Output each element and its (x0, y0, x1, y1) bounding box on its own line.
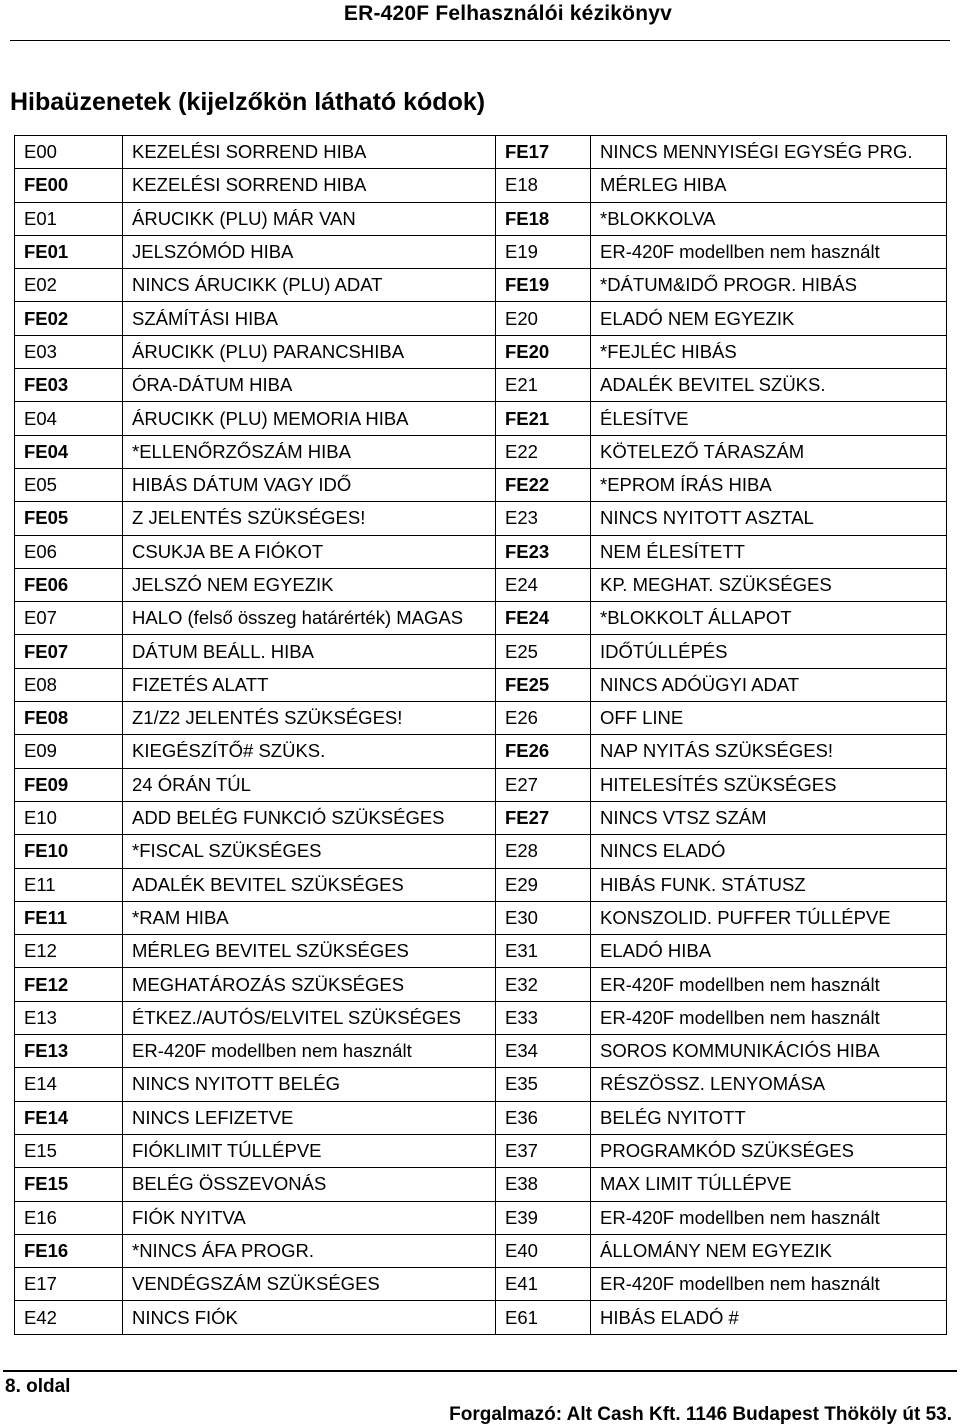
error-message-cell: ÉLESÍTVE (591, 402, 947, 435)
error-code-cell: FE02 (15, 302, 123, 335)
error-message-cell: PROGRAMKÓD SZÜKSÉGES (591, 1134, 947, 1167)
table-row (15, 1035, 947, 1068)
table-row (15, 968, 947, 1001)
error-message-cell: ADALÉK BEVITEL SZÜKSÉGES (123, 868, 496, 901)
error-message-cell: HIBÁS FUNK. STÁTUSZ (591, 868, 947, 901)
error-message-cell: BELÉG ÖSSZEVONÁS (123, 1168, 496, 1201)
error-code-cell: FE23 (496, 535, 591, 568)
error-message-cell: OFF LINE (591, 702, 947, 735)
section-title: Hibaüzenetek (kijelzőkön látható kódok) (10, 88, 486, 116)
error-code-cell: FE12 (15, 968, 123, 1001)
error-code-cell: FE24 (496, 602, 591, 635)
error-message-cell: ÁLLOMÁNY NEM EGYEZIK (591, 1234, 947, 1267)
error-message-cell: MEGHATÁROZÁS SZÜKSÉGES (123, 968, 496, 1001)
error-message-cell: SOROS KOMMUNIKÁCIÓS HIBA (591, 1035, 947, 1068)
error-code-cell: FE06 (15, 568, 123, 601)
error-message-cell: JELSZÓ NEM EGYEZIK (123, 568, 496, 601)
error-message-cell: KÖTELEZŐ TÁRASZÁM (591, 435, 947, 468)
error-code-cell: FE15 (15, 1168, 123, 1201)
error-code-cell: FE11 (15, 901, 123, 934)
error-code-cell: E20 (496, 302, 591, 335)
error-message-cell: FIÓK NYITVA (123, 1201, 496, 1234)
table-row (15, 702, 947, 735)
error-code-cell: FE20 (496, 335, 591, 368)
error-message-cell: MAX LIMIT TÚLLÉPVE (591, 1168, 947, 1201)
error-code-cell: FE27 (496, 801, 591, 834)
table-row (15, 136, 947, 169)
error-code-cell: FE04 (15, 435, 123, 468)
error-code-cell: E38 (496, 1168, 591, 1201)
table-row (15, 202, 947, 235)
error-code-cell: FE09 (15, 768, 123, 801)
error-code-cell: E13 (15, 1001, 123, 1034)
table-row (15, 568, 947, 601)
error-code-cell: E28 (496, 835, 591, 868)
table-row (15, 768, 947, 801)
error-message-cell: ELADÓ HIBA (591, 935, 947, 968)
error-message-cell: NINCS LEFIZETVE (123, 1101, 496, 1134)
error-message-cell: Z JELENTÉS SZÜKSÉGES! (123, 502, 496, 535)
error-message-cell: ÓRA-DÁTUM HIBA (123, 369, 496, 402)
error-code-cell: E02 (15, 269, 123, 302)
error-code-cell: E03 (15, 335, 123, 368)
table-row (15, 935, 947, 968)
manual-header-title: ER-420F Felhasználói kézikönyv (343, 2, 672, 25)
error-code-cell: E25 (496, 635, 591, 668)
error-code-cell: E10 (15, 801, 123, 834)
error-message-cell: *ELLENŐRZŐSZÁM HIBA (123, 435, 496, 468)
error-message-cell: NINCS ADÓÜGYI ADAT (591, 668, 947, 701)
error-code-cell: E07 (15, 602, 123, 635)
error-message-cell: ADD BELÉG FUNKCIÓ SZÜKSÉGES (123, 801, 496, 834)
error-message-cell: FIÓKLIMIT TÚLLÉPVE (123, 1134, 496, 1167)
table-row (15, 502, 947, 535)
error-code-cell: E08 (15, 668, 123, 701)
table-row (15, 335, 947, 368)
error-code-cell: E22 (496, 435, 591, 468)
error-message-cell: NINCS NYITOTT BELÉG (123, 1068, 496, 1101)
error-code-cell: E37 (496, 1134, 591, 1167)
error-code-cell: E36 (496, 1101, 591, 1134)
table-row (15, 1001, 947, 1034)
error-code-cell: FE10 (15, 835, 123, 868)
error-code-cell: E30 (496, 901, 591, 934)
error-code-cell: FE13 (15, 1035, 123, 1068)
error-message-cell: ER-420F modellben nem használt (591, 1201, 947, 1234)
error-message-cell: 24 ÓRÁN TÚL (123, 768, 496, 801)
error-message-cell: NAP NYITÁS SZÜKSÉGES! (591, 735, 947, 768)
error-message-cell: DÁTUM BEÁLL. HIBA (123, 635, 496, 668)
error-code-cell: E24 (496, 568, 591, 601)
error-code-cell: FE26 (496, 735, 591, 768)
table-row (15, 602, 947, 635)
error-message-cell: KIEGÉSZÍTŐ# SZÜKS. (123, 735, 496, 768)
table-row (15, 402, 947, 435)
error-message-cell: NINCS ÁRUCIKK (PLU) ADAT (123, 269, 496, 302)
table-row (15, 435, 947, 468)
error-message-cell: *FEJLÉC HIBÁS (591, 335, 947, 368)
error-code-cell: E19 (496, 235, 591, 268)
error-message-cell: NINCS ELADÓ (591, 835, 947, 868)
error-code-cell: E29 (496, 868, 591, 901)
table-row (15, 1201, 947, 1234)
error-message-cell: ÁRUCIKK (PLU) MÁR VAN (123, 202, 496, 235)
error-code-cell: E15 (15, 1134, 123, 1167)
error-message-cell: ÁRUCIKK (PLU) PARANCSHIBA (123, 335, 496, 368)
table-row (15, 635, 947, 668)
error-message-cell: NINCS MENNYISÉGI EGYSÉG PRG. (591, 136, 947, 169)
table-row (15, 1134, 947, 1167)
error-message-cell: *BLOKKOLT ÁLLAPOT (591, 602, 947, 635)
error-code-cell: E17 (15, 1268, 123, 1301)
table-row (15, 535, 947, 568)
error-message-cell: KP. MEGHAT. SZÜKSÉGES (591, 568, 947, 601)
error-code-cell: E39 (496, 1201, 591, 1234)
error-message-cell: ELADÓ NEM EGYEZIK (591, 302, 947, 335)
error-message-cell: ER-420F modellben nem használt (591, 968, 947, 1001)
error-code-cell: E16 (15, 1201, 123, 1234)
error-code-cell: FE19 (496, 269, 591, 302)
error-code-cell: E40 (496, 1234, 591, 1267)
error-message-cell: FIZETÉS ALATT (123, 668, 496, 701)
footer-divider (3, 1370, 957, 1372)
error-code-cell: FE14 (15, 1101, 123, 1134)
error-message-cell: KEZELÉSI SORREND HIBA (123, 136, 496, 169)
error-code-cell: E09 (15, 735, 123, 768)
error-code-cell: E27 (496, 768, 591, 801)
error-message-cell: CSUKJA BE A FIÓKOT (123, 535, 496, 568)
error-code-cell: FE18 (496, 202, 591, 235)
error-message-cell: MÉRLEG BEVITEL SZÜKSÉGES (123, 935, 496, 968)
error-code-cell: E31 (496, 935, 591, 968)
page-number: 8. oldal (5, 1376, 71, 1397)
error-code-cell: FE22 (496, 468, 591, 501)
error-message-cell: ER-420F modellben nem használt (591, 1001, 947, 1034)
error-message-cell: IDŐTÚLLÉPÉS (591, 635, 947, 668)
error-message-cell: SZÁMÍTÁSI HIBA (123, 302, 496, 335)
error-code-cell: E34 (496, 1035, 591, 1068)
error-code-cell: E41 (496, 1268, 591, 1301)
error-message-cell: *DÁTUM&IDŐ PROGR. HIBÁS (591, 269, 947, 302)
error-code-cell: FE01 (15, 235, 123, 268)
error-code-cell: E00 (15, 136, 123, 169)
error-message-cell: Z1/Z2 JELENTÉS SZÜKSÉGES! (123, 702, 496, 735)
table-row (15, 668, 947, 701)
error-message-cell: RÉSZÖSSZ. LENYOMÁSA (591, 1068, 947, 1101)
error-message-cell: HALO (felső összeg határérték) MAGAS (123, 602, 496, 635)
error-message-cell: KONSZOLID. PUFFER TÚLLÉPVE (591, 901, 947, 934)
error-message-cell: ER-420F modellben nem használt (591, 1268, 947, 1301)
error-code-cell: E05 (15, 468, 123, 501)
error-message-cell: ADALÉK BEVITEL SZÜKS. (591, 369, 947, 402)
error-code-cell: FE07 (15, 635, 123, 668)
table-row (15, 801, 947, 834)
error-code-cell: E01 (15, 202, 123, 235)
error-code-cell: E14 (15, 1068, 123, 1101)
distributor-info: Forgalmazó: Alt Cash Kft. 1146 Budapest Thököly út 53. (449, 1404, 952, 1425)
error-message-cell: NINCS NYITOTT ASZTAL (591, 502, 947, 535)
error-code-cell: E23 (496, 502, 591, 535)
table-row (15, 269, 947, 302)
error-code-cell: E33 (496, 1001, 591, 1034)
error-message-cell: MÉRLEG HIBA (591, 169, 947, 202)
error-message-cell: *RAM HIBA (123, 901, 496, 934)
table-row (15, 302, 947, 335)
error-message-cell: HITELESÍTÉS SZÜKSÉGES (591, 768, 947, 801)
error-message-cell: NEM ÉLESÍTETT (591, 535, 947, 568)
error-message-cell: NINCS VTSZ SZÁM (591, 801, 947, 834)
error-message-cell: ER-420F modellben nem használt (123, 1035, 496, 1068)
table-row (15, 1168, 947, 1201)
table-row (15, 1068, 947, 1101)
error-code-table-body (15, 136, 947, 1335)
error-code-cell: FE08 (15, 702, 123, 735)
table-row (15, 235, 947, 268)
table-row (15, 169, 947, 202)
error-message-cell: ÉTKEZ./AUTÓS/ELVITEL SZÜKSÉGES (123, 1001, 496, 1034)
error-code-cell: E06 (15, 535, 123, 568)
error-message-cell: VENDÉGSZÁM SZÜKSÉGES (123, 1268, 496, 1301)
error-message-cell: HIBÁS DÁTUM VAGY IDŐ (123, 468, 496, 501)
error-code-cell: FE17 (496, 136, 591, 169)
error-code-cell: E61 (496, 1301, 591, 1334)
table-row (15, 1234, 947, 1267)
table-row (15, 735, 947, 768)
header-divider (10, 40, 950, 41)
error-code-cell: FE16 (15, 1234, 123, 1267)
error-message-cell: KEZELÉSI SORREND HIBA (123, 169, 496, 202)
table-row (15, 868, 947, 901)
table-row (15, 835, 947, 868)
table-row (15, 901, 947, 934)
error-message-cell: ÁRUCIKK (PLU) MEMORIA HIBA (123, 402, 496, 435)
error-code-cell: E18 (496, 169, 591, 202)
error-code-cell: E04 (15, 402, 123, 435)
error-message-cell: NINCS FIÓK (123, 1301, 496, 1334)
error-code-cell: E35 (496, 1068, 591, 1101)
error-message-cell: ER-420F modellben nem használt (591, 235, 947, 268)
error-code-cell: E21 (496, 369, 591, 402)
error-message-cell: *FISCAL SZÜKSÉGES (123, 835, 496, 868)
error-code-cell: E26 (496, 702, 591, 735)
error-message-cell: *NINCS ÁFA PROGR. (123, 1234, 496, 1267)
error-message-cell: HIBÁS ELADÓ # (591, 1301, 947, 1334)
error-code-cell: FE00 (15, 169, 123, 202)
error-message-cell: *BLOKKOLVA (591, 202, 947, 235)
table-row (15, 1268, 947, 1301)
table-row (15, 369, 947, 402)
table-row (15, 1301, 947, 1334)
error-code-cell: FE03 (15, 369, 123, 402)
error-code-cell: FE21 (496, 402, 591, 435)
error-code-cell: E32 (496, 968, 591, 1001)
error-code-cell: E12 (15, 935, 123, 968)
table-row (15, 468, 947, 501)
error-message-cell: BELÉG NYITOTT (591, 1101, 947, 1134)
error-code-cell: FE05 (15, 502, 123, 535)
error-code-cell: E11 (15, 868, 123, 901)
error-code-cell: E42 (15, 1301, 123, 1334)
error-message-cell: JELSZÓMÓD HIBA (123, 235, 496, 268)
error-message-cell: *EPROM ÍRÁS HIBA (591, 468, 947, 501)
table-row (15, 1101, 947, 1134)
error-code-cell: FE25 (496, 668, 591, 701)
error-code-table (14, 135, 947, 1335)
